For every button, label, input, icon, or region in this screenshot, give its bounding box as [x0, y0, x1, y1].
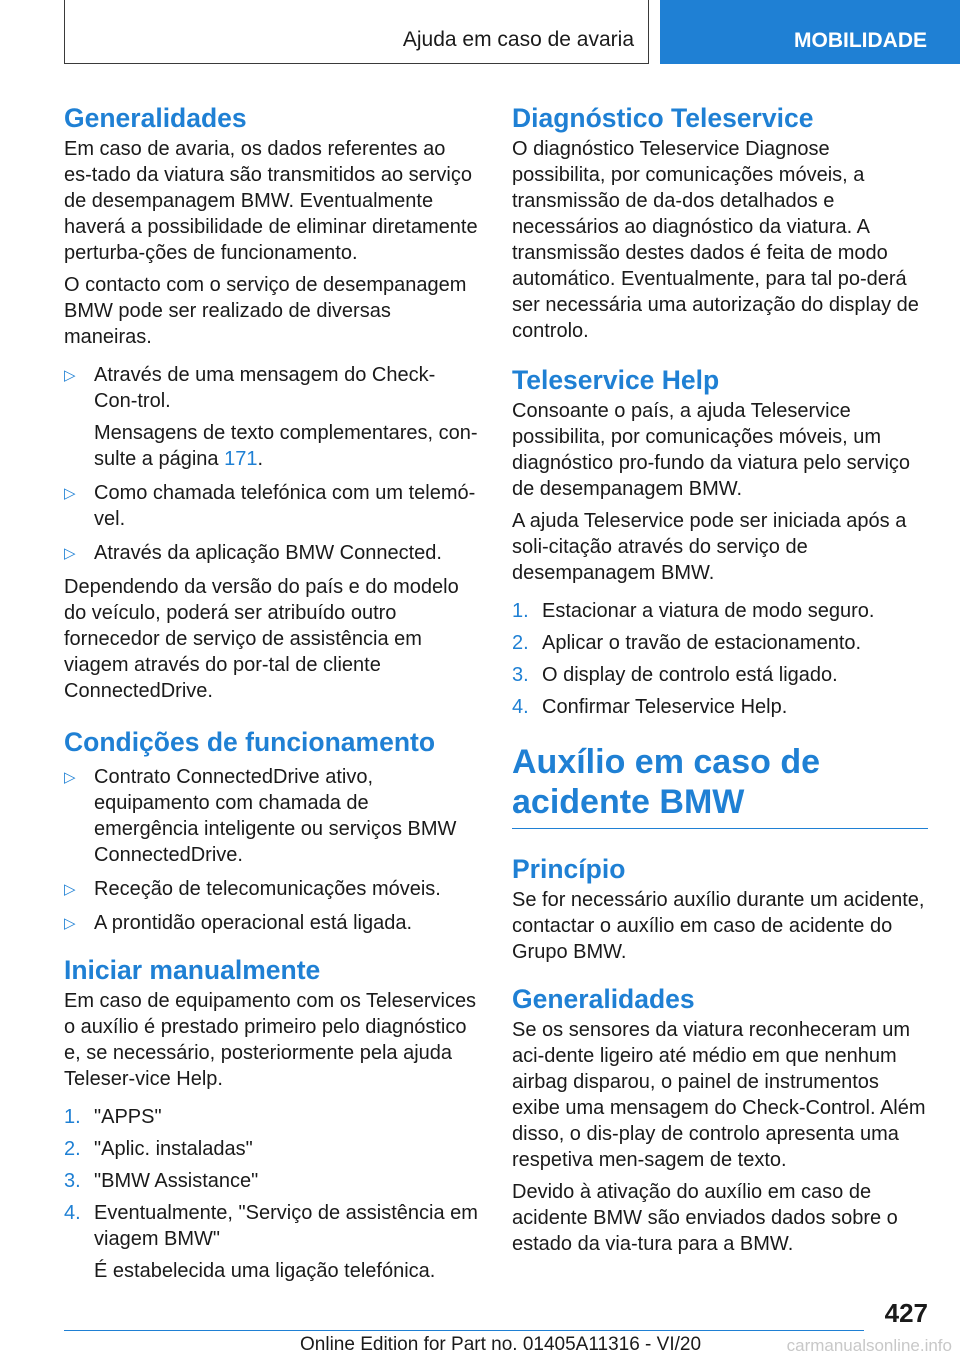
- paragraph: Se for necessário auxílio durante um acidente, contactar o auxílio em caso de acidente do Grupo BMW.: [512, 889, 925, 963]
- triangle-bullet-icon: ▷: [64, 545, 76, 562]
- list-item: ▷ Receção de telecomunicações móveis.: [64, 876, 478, 902]
- watermark: carmanualsonline.info: [786, 1336, 952, 1355]
- triangle-bullet-icon: ▷: [64, 769, 76, 786]
- list-item: ▷ Através da aplicação BMW Connected.: [64, 540, 478, 566]
- step-item: 4. Confirmar Teleservice Help.: [512, 696, 788, 718]
- heading-generalidades: Generalidades: [64, 103, 247, 133]
- right-column: [512, 100, 928, 1257]
- paragraph: Consoante o país, a ajuda Teleservice possibilita, por comunicações móveis, um diagnóstico pro-fundo da viatura pelo serviço de desempanagem BMW.: [512, 400, 911, 500]
- heading-iniciar: Iniciar manualmente: [64, 955, 321, 985]
- paragraph: Em caso de equipamento com os Teleservices o auxílio é prestado primeiro pelo diagnóstico e, se necessário, posteriormente pela ajuda Teleser-vice Help.: [64, 990, 477, 1090]
- triangle-bullet-icon: ▷: [64, 367, 76, 384]
- header-section-title: Ajuda em caso de avaria: [402, 28, 634, 51]
- step-item: 2. "Aplic. instaladas": [64, 1138, 253, 1160]
- manual-steps-list: [64, 1104, 478, 1284]
- chapter-tab[interactable]: MOBILIDADE: [660, 0, 960, 64]
- conditions-list: [64, 764, 478, 936]
- contact-methods-list: [64, 362, 478, 566]
- step-item: 2. Aplicar o travão de estacionamento.: [512, 632, 862, 654]
- heading-diagnostico: Diagnóstico Teleservice: [512, 103, 814, 133]
- step-note: É estabelecida uma ligação telefónica.: [94, 1260, 436, 1282]
- paragraph: Se os sensores da viatura reconheceram um aci-dente ligeiro até médio em que nenhum airbag disparou, o painel de instrumentos exibe uma mensagem do Check-Control. Além disso, o dis-play de controlo apresenta uma respetiva men-sagem de texto.: [512, 1019, 926, 1171]
- list-item: ▷ Como chamada telefónica com um telemó-vel.: [64, 482, 476, 530]
- list-item: ▷ A prontidão operacional está ligada.: [64, 910, 478, 936]
- page-link[interactable]: 171: [224, 448, 258, 470]
- triangle-bullet-icon: ▷: [64, 485, 76, 502]
- page-number: 427: [884, 1298, 928, 1328]
- footer-edition: Online Edition for Part no. 01405A11316 - VI/20: [300, 1334, 702, 1355]
- step-item: 3. "BMW Assistance": [64, 1170, 259, 1192]
- step-item: 3. O display de controlo está ligado.: [512, 664, 838, 686]
- triangle-bullet-icon: ▷: [64, 881, 76, 898]
- step-item: 1. "APPS": [64, 1106, 162, 1128]
- footer-divider: [64, 1330, 864, 1331]
- list-item-note: Mensagens de texto complementares, con-sulte a página 171.: [94, 422, 478, 470]
- list-item: ▷ Contrato ConnectedDrive ativo, equipamento com chamada de emergência inteligente ou serviços BMW ConnectedDrive.: [64, 766, 457, 866]
- paragraph: O contacto com o serviço de desempanagem BMW pode ser realizado de diversas maneiras.: [64, 274, 467, 348]
- list-item: ▷ Através de uma mensagem do Check-Con-trol. Mensagens de texto complementares, con-sulte a página 171.: [64, 364, 478, 470]
- heading-generalidades-2: Generalidades: [512, 984, 695, 1014]
- heading-auxilio-acidente: Auxílio em caso de acidente BMW: [512, 743, 820, 821]
- heading-principio: Princípio: [512, 854, 626, 884]
- step-item: 4. Eventualmente, "Serviço de assistência em viagem BMW" É estabelecida uma ligação telefónica.: [64, 1202, 478, 1282]
- triangle-bullet-icon: ▷: [64, 915, 76, 932]
- paragraph: Devido à ativação do auxílio em caso de acidente BMW são enviados dados sobre o estado da via-tura para a BMW.: [512, 1181, 898, 1255]
- paragraph: A ajuda Teleservice pode ser iniciada após a soli-citação através do serviço de desempanagem BMW.: [512, 510, 907, 584]
- step-item: 1. Estacionar a viatura de modo seguro.: [512, 600, 875, 622]
- heading-condicoes: Condições de funcionamento: [64, 727, 436, 757]
- paragraph: Em caso de avaria, os dados referentes ao es-tado da viatura são transmitidos ao serviço de desempanagem BMW. Eventualmente haverá a possibilidade de eliminar diretamente perturba-ções de funcionamento.: [64, 138, 478, 264]
- header-section-box: [64, 0, 649, 64]
- section-divider: [512, 828, 928, 829]
- help-steps-list: [512, 598, 928, 720]
- paragraph: Dependendo da versão do país e do modelo do veículo, poderá ser atribuído outro fornecedor de serviço de assistência em viagem através do por-tal de cliente ConnectedDrive.: [64, 576, 459, 702]
- heading-teleservice-help: Teleservice Help: [512, 365, 720, 395]
- paragraph: O diagnóstico Teleservice Diagnose possibilita, por comunicações móveis, a transmissão de da-dos detalhados e necessários ao diagnóstico da viatura. A transmissão destes dados é feita de modo automático. Eventualmente, para tal po-derá ser necessária uma autorização do display de controlo.: [512, 138, 919, 342]
- left-column: [64, 100, 478, 1290]
